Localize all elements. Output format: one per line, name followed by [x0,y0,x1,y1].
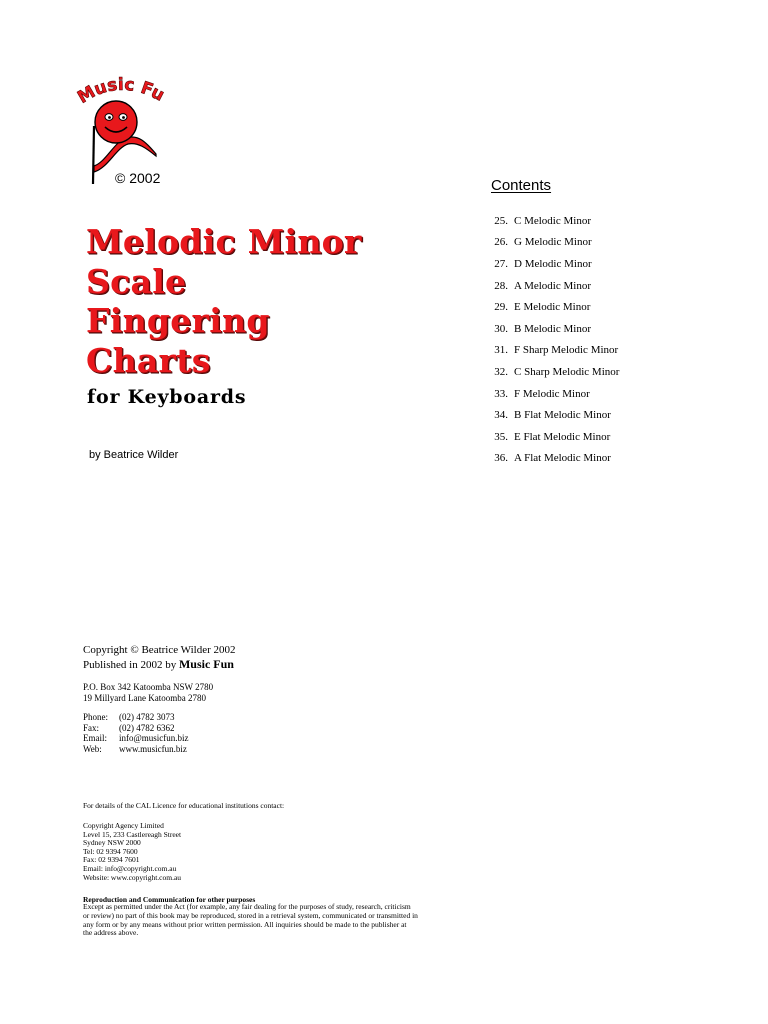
contact-value: (02) 4782 3073 [119,712,175,722]
reproduction-line: Except as permitted under the Act (for example, any fair dealing for the purposes of study, research, criticism [83,902,411,911]
contents-item-number: 32. [494,365,508,378]
contents-item-label: A Melodic Minor [514,279,591,292]
contents-item-label: F Melodic Minor [514,387,590,400]
contact-label: Phone: [83,712,109,722]
contents-item-label: C Sharp Melodic Minor [514,365,620,378]
contact-fax [83,723,189,734]
contents-item-label: D Melodic Minor [514,257,592,270]
contact-label: Fax: [83,722,100,733]
contact-value: (02) 4782 6362 [119,722,175,733]
reproduction-line: the address above. [83,928,139,938]
author-byline: by Beatrice Wilder [89,449,179,461]
contents-item[interactable] [480,318,680,340]
contents-item-label: E Melodic Minor [514,301,591,314]
contents-item-label: B Flat Melodic Minor [514,409,611,422]
reproduction-line: any form or by any means without prior written permission. All inquiries should be made to the publisher at [83,919,407,929]
contents-item-number: 27. [494,257,508,270]
publisher-brand: Music Fun [178,657,234,671]
published-line [83,657,236,672]
cal-licence-note: For details of the CAL Licence for educational institutions contact: [83,801,285,810]
contents-item-number: 34. [494,409,508,422]
contents-item[interactable] [480,275,680,297]
title-line-4: Charts [86,340,211,380]
contents-heading: Contents [491,177,552,194]
published-prefix: Published in 2002 by [83,659,179,671]
contents-item[interactable] [480,426,680,448]
title-line-2: Scale [86,261,187,301]
contents-item-number: 29. [494,301,508,314]
cal-line: Fax: 02 9394 7601 [83,855,140,865]
reproduction-line: or review) no part of this book may be reproduced, stored in a retrieval system, communicated or transmitted in [83,910,418,920]
cal-line: Copyright Agency Limited [83,821,164,830]
cal-contact [83,822,181,882]
address-line: P.O. Box 342 Katoomba NSW 2780 [83,682,214,692]
contents-item-number: 33. [494,387,508,400]
copyright-line: Copyright © Beatrice Wilder 2002 [83,644,236,656]
contents-item-number: 25. [494,214,508,227]
title-line-1: Melodic Minor [86,222,362,261]
contents-item-label: E Flat Melodic Minor [514,430,611,443]
contents-item-number: 28. [494,279,508,292]
logo-text: Music Fu [76,76,166,108]
contents-item[interactable] [480,361,680,383]
contact-phone [83,712,189,723]
contents-item-number: 26. [494,236,508,249]
publisher-contact [83,712,189,754]
contents-item-label: C Melodic Minor [514,214,591,227]
contents-item-number: 36. [494,452,508,465]
contact-email [83,733,189,744]
contents-item[interactable] [480,253,680,275]
contents-item[interactable] [480,296,680,318]
cal-line: Level 15, 233 Castlereagh Street [83,829,182,839]
publisher-info [83,643,236,672]
contact-label: Web: [83,743,102,754]
contents-list [480,210,680,469]
contents-item-number: 35. [494,430,508,443]
publisher-address [83,682,213,703]
contents-item[interactable] [480,383,680,405]
cal-line: Sydney NSW 2000 [83,838,141,848]
contact-web [83,744,189,755]
page-title [86,222,362,380]
reproduction-heading: Reproduction and Communication for other purposes [83,895,256,904]
title-line-3: Fingering [86,301,270,340]
contents-item[interactable] [480,404,680,426]
cal-line[interactable]: Website: www.copyright.com.au [83,872,182,882]
contact-value[interactable]: www.musicfun.biz [119,743,187,754]
cal-line: Tel: 02 9394 7600 [83,846,138,856]
contact-value[interactable]: info@musicfun.biz [119,733,189,743]
contents-item-label: A Flat Melodic Minor [514,452,611,465]
contents-item-label: B Melodic Minor [514,322,591,335]
address-line: 19 Millyard Lane Katoomba 2780 [83,692,206,703]
contents-item[interactable] [480,340,680,362]
cal-line[interactable]: Email: info@copyright.com.au [83,863,177,873]
contents-item-number: 30. [494,322,508,335]
contact-label: Email: [83,733,107,743]
contents-item[interactable] [480,448,680,470]
contents-item-label: G Melodic Minor [514,236,592,249]
copyright-year: © 2002 [115,170,161,186]
contents-item[interactable] [480,210,680,232]
contents-item-label: F Sharp Melodic Minor [514,344,619,357]
contents-item-number: 31. [494,344,508,357]
reproduction-text [83,903,441,938]
subtitle: for Keyboards [87,386,247,408]
contents-item[interactable] [480,232,680,254]
